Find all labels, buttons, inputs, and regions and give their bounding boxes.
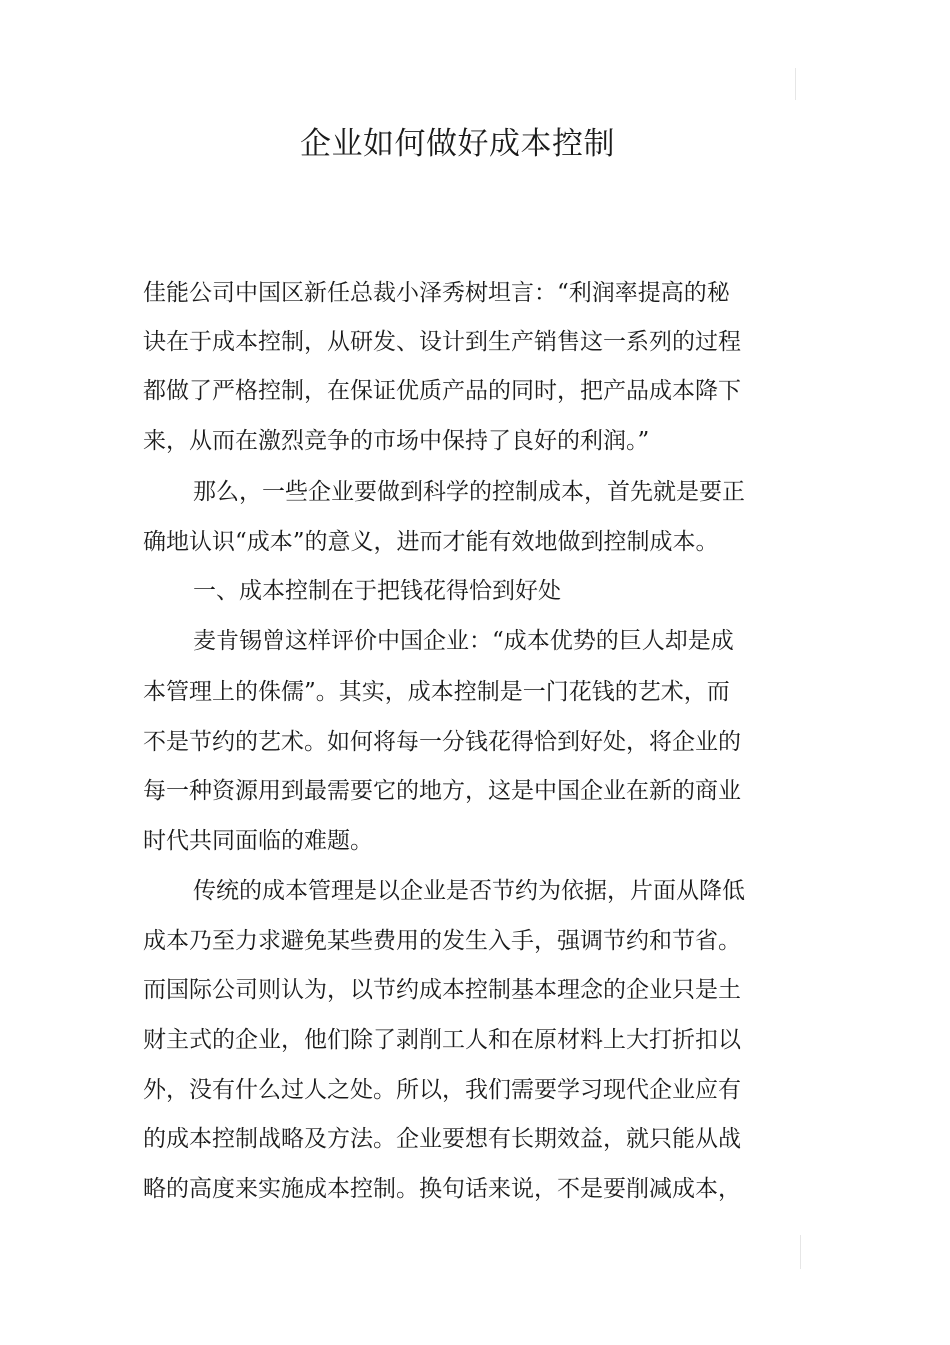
paragraph-line: 每一种资源用到最需要它的地方，这是中国企业在新的商业 xyxy=(143,778,741,804)
page-edge-mark xyxy=(800,1235,801,1269)
paragraph-line: 的成本控制战略及方法。企业要想有长期效益，就只能从战 xyxy=(143,1126,741,1152)
paragraph-line: 不是节约的艺术。如何将每一分钱花得恰到好处，将企业的 xyxy=(143,729,741,755)
paragraph-line: 成本乃至力求避免某些费用的发生入手，强调节约和节省。 xyxy=(143,928,741,954)
paragraph-line: 时代共同面临的难题。 xyxy=(143,828,373,854)
paragraph-line: 来，从而在激烈竞争的市场中保持了良好的利润。” xyxy=(143,428,650,454)
paragraph-line: 略的高度来实施成本控制。换句话来说，不是要削减成本， xyxy=(143,1176,741,1202)
paragraph-line: 麦肯锡曾这样评价中国企业：“成本优势的巨人却是成 xyxy=(193,628,734,654)
paragraph-line: 诀在于成本控制，从研发、设计到生产销售这一系列的过程 xyxy=(143,329,741,355)
paragraph-line: 都做了严格控制，在保证优质产品的同时，把产品成本降下 xyxy=(143,378,741,404)
paragraph-line: 那么，一些企业要做到科学的控制成本，首先就是要正 xyxy=(193,479,745,505)
paragraph-line: 确地认识“成本”的意义，进而才能有效地做到控制成本。 xyxy=(143,529,719,555)
paragraph-line: 佳能公司中国区新任总裁小泽秀树坦言：“利润率提高的秘 xyxy=(143,280,730,306)
section-heading: 一、成本控制在于把钱花得恰到好处 xyxy=(193,578,561,604)
paragraph-line: 传统的成本管理是以企业是否节约为依据，片面从降低 xyxy=(193,878,745,904)
paragraph-line: 本管理上的侏儒”。其实，成本控制是一门花钱的艺术，而 xyxy=(143,679,730,705)
paragraph-line: 财主式的企业，他们除了剥削工人和在原材料上大打折扣以 xyxy=(143,1027,741,1053)
document-title: 企业如何做好成本控制 xyxy=(300,126,615,162)
paragraph-line: 外，没有什么过人之处。所以，我们需要学习现代企业应有 xyxy=(143,1077,741,1103)
page-edge-mark xyxy=(795,68,796,100)
paragraph-line: 而国际公司则认为，以节约成本控制基本理念的企业只是土 xyxy=(143,977,741,1003)
